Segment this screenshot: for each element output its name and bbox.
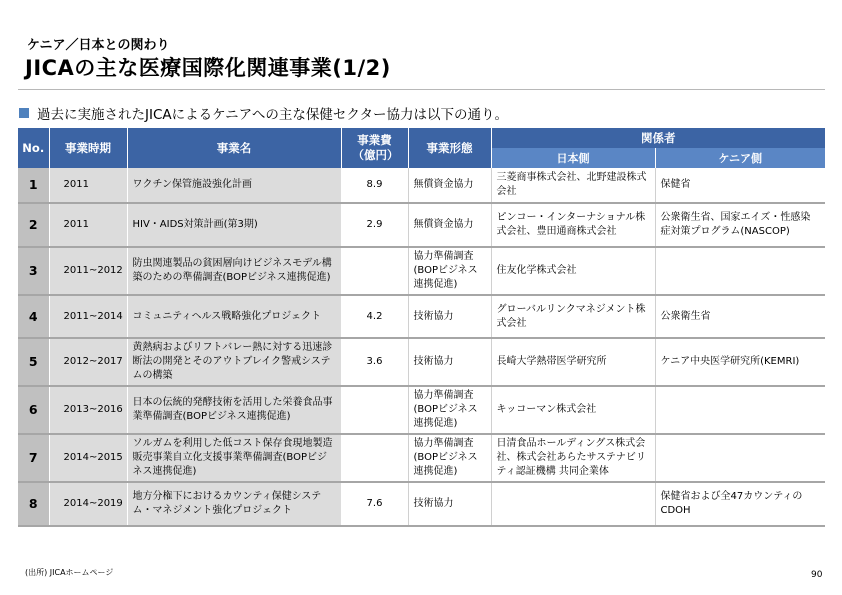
source-note: (出所) JICAホームページ [25, 568, 114, 577]
row-no: 2 [18, 203, 49, 247]
row-name: ワクチン保管施設強化計画 [127, 168, 341, 203]
row-cost: 4.2 [341, 295, 408, 338]
projects-table [18, 128, 825, 527]
row-no: 6 [18, 386, 49, 434]
row-kenya [655, 386, 825, 434]
row-cost: 8.9 [341, 168, 408, 203]
row-japan [491, 482, 655, 526]
col-header-form: 事業形態 [408, 128, 491, 168]
col-header-stakeholders: 関係者 [491, 128, 825, 148]
table-row [18, 386, 825, 434]
row-no: 5 [18, 338, 49, 386]
row-name: ソルガムを利用した低コスト保存食現地製造販売事業自立化支援事業準備調査(BOPビジネス連携促進) [127, 434, 341, 482]
bullet-square-icon [19, 108, 29, 118]
row-form: 協力準備調査(BOPビジネス連携促進) [408, 386, 491, 434]
row-period: 2011 [49, 168, 127, 203]
row-period: 2011 [49, 203, 127, 247]
table-row [18, 434, 825, 482]
table-row [18, 482, 825, 526]
col-header-kenya: ケニア側 [655, 148, 825, 168]
row-kenya [655, 434, 825, 482]
row-kenya [655, 247, 825, 295]
lead-label: 過去に実施されたJICAによるケニアへの主な保健セクター協力は以下の通り。 [37, 107, 509, 123]
row-no: 3 [18, 247, 49, 295]
row-form: 協力準備調査(BOPビジネス連携促進) [408, 247, 491, 295]
row-japan: 住友化学株式会社 [491, 247, 655, 295]
row-kenya: 公衆衛生省 [655, 295, 825, 338]
row-name: コミュニティヘルス戦略強化プロジェクト [127, 295, 341, 338]
row-kenya: ケニア中央医学研究所(KEMRI) [655, 338, 825, 386]
row-period: 2014~2015 [49, 434, 127, 482]
row-period: 2011~2012 [49, 247, 127, 295]
row-kenya: 保健省 [655, 168, 825, 203]
row-name: HIV・AIDS対策計画(第3期) [127, 203, 341, 247]
row-japan: グローバルリンクマネジメント株式会社 [491, 295, 655, 338]
row-japan: ピンコー・インターナショナル株式会社、豊田通商株式会社 [491, 203, 655, 247]
row-cost [341, 386, 408, 434]
row-name: 黄熱病およびリフトバレー熱に対する迅速診断法の開発とそのアウトブレイク警戒システムの構築 [127, 338, 341, 386]
row-period: 2013~2016 [49, 386, 127, 434]
row-form: 技術協力 [408, 338, 491, 386]
row-period: 2012~2017 [49, 338, 127, 386]
row-japan: 日清食品ホールディングス株式会社、株式会社あらたサステナビリティ認証機構 共同企業体 [491, 434, 655, 482]
row-japan: キッコーマン株式会社 [491, 386, 655, 434]
row-japan: 長崎大学熱帯医学研究所 [491, 338, 655, 386]
row-no: 1 [18, 168, 49, 203]
row-name: 地方分権下におけるカウンティ保健システム・マネジメント強化プロジェクト [127, 482, 341, 526]
row-period: 2014~2019 [49, 482, 127, 526]
row-no: 8 [18, 482, 49, 526]
row-form: 技術協力 [408, 482, 491, 526]
row-form: 技術協力 [408, 295, 491, 338]
row-kenya: 公衆衛生省、国家エイズ・性感染症対策プログラム(NASCOP) [655, 203, 825, 247]
row-kenya: 保健省および全47カウンティのCDOH [655, 482, 825, 526]
table-row [18, 203, 825, 247]
table-row [18, 168, 825, 203]
row-cost [341, 434, 408, 482]
row-cost: 2.9 [341, 203, 408, 247]
row-cost: 7.6 [341, 482, 408, 526]
row-no: 4 [18, 295, 49, 338]
lead-text [19, 103, 508, 123]
row-japan: 三菱商事株式会社、北野建設株式会社 [491, 168, 655, 203]
col-header-no: No. [18, 128, 49, 168]
row-form: 無償資金協力 [408, 168, 491, 203]
row-name: 日本の伝統的発酵技術を活用した栄養食品事業準備調査(BOPビジネス連携促進) [127, 386, 341, 434]
section-subtitle: ケニア／日本との関わり [27, 38, 170, 53]
cost-header-label: 事業費（億円） [352, 133, 399, 162]
title-divider [18, 89, 825, 90]
table-row [18, 338, 825, 386]
row-form: 協力準備調査(BOPビジネス連携促進) [408, 434, 491, 482]
row-form: 無償資金協力 [408, 203, 491, 247]
col-header-japan: 日本側 [491, 148, 655, 168]
col-header-period: 事業時期 [49, 128, 127, 168]
row-no: 7 [18, 434, 49, 482]
row-cost: 3.6 [341, 338, 408, 386]
table-row [18, 295, 825, 338]
page-number: 90 [811, 570, 823, 580]
row-period: 2011~2014 [49, 295, 127, 338]
row-cost [341, 247, 408, 295]
table-row [18, 247, 825, 295]
col-header-name: 事業名 [127, 128, 341, 168]
col-header-cost [341, 128, 408, 168]
row-name: 防虫関連製品の貧困層向けビジネスモデル構築のための準備調査(BOPビジネス連携促進) [127, 247, 341, 295]
page-title: JICAの主な医療国際化関連事業(1/2) [25, 56, 391, 80]
